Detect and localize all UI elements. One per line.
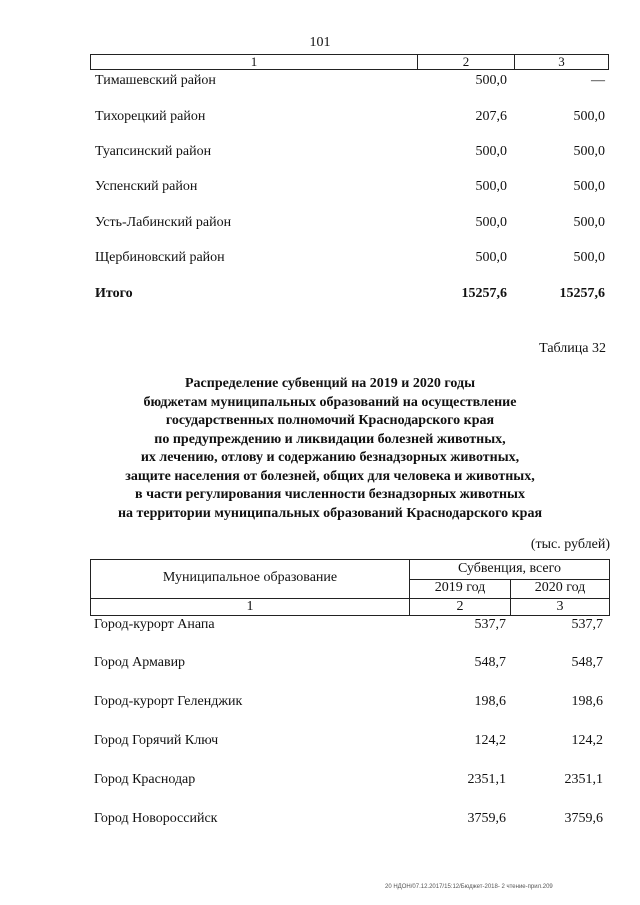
title-line: государственных полномочий Краснодарского края [165,413,495,428]
district-name: Щербиновский район [95,250,225,265]
col-municipality: Муниципальное образование [162,570,338,585]
value-2020: 3759,6 [564,811,603,826]
table-row [94,733,610,753]
table1-header-col3: 3 [558,54,565,69]
title-line: их лечению, отлову и содержанию безнадзорных животных, [140,450,520,465]
table-row [95,109,610,129]
district-name: Тихорецкий район [95,109,206,124]
value-2020: 537,7 [571,617,603,632]
num-col2: 2 [456,599,464,614]
col-subvention: Субвенция, всего [457,561,562,576]
total-label: Итого [95,286,133,301]
table-row [94,655,610,675]
table-row [94,694,610,714]
value-2019: 548,7 [474,655,506,670]
value-2020: — [591,73,605,88]
table-row [95,250,610,270]
title-line: бюджетам муниципальных образований на осуществление [143,394,517,410]
table1-header-col2: 2 [462,54,470,69]
col-2019: 2019 год [434,580,486,595]
title-line: на территории муниципальных образований Краснодарского края [117,505,543,521]
table-row [95,144,610,164]
table-row [95,179,610,199]
district-name: Тимашевский район [95,73,216,88]
table1-header-col1: 1 [250,54,258,69]
title-line: защите населения от болезней, общих для человека и животных, [125,468,535,484]
municipality-name: Город Новороссийск [94,811,218,826]
title-line: по предупреждению и ликвидации болезней животных, [154,431,506,447]
municipality-name: Город Горячий Ключ [94,733,219,748]
table-row [94,772,610,792]
value-2019: 500,0 [475,144,507,159]
total-2019: 15257,6 [461,286,507,301]
municipality-name: Город-курорт Геленджик [94,694,243,709]
table1-header [90,54,609,70]
value-2020: 198,6 [571,694,603,709]
total-2020: 15257,6 [559,286,605,301]
page-number: 101 [309,35,331,50]
units-label: (тыс. рублей) [530,537,610,552]
table2-header [90,559,610,616]
value-2020: 500,0 [573,109,605,124]
value-2020: 2351,1 [564,772,603,787]
num-col1: 1 [246,599,254,614]
table-title [80,375,580,523]
value-2019: 3759,6 [467,811,506,826]
table-row [94,811,610,831]
value-2019: 198,6 [474,694,506,709]
table-label: Таблица 32 [539,341,606,356]
col-2020: 2020 год [534,580,586,595]
value-2019: 500,0 [475,215,507,230]
district-name: Успенский район [95,179,198,194]
table-row [94,617,610,637]
title-line: Распределение субвенций на 2019 и 2020 годы [185,376,475,391]
value-2019: 500,0 [475,179,507,194]
value-2020: 500,0 [573,144,605,159]
value-2019: 500,0 [475,73,507,88]
title-line: в части регулирования численности безнадзорных животных [135,487,525,502]
value-2020: 548,7 [571,655,603,670]
municipality-name: Город Краснодар [94,772,196,787]
district-name: Усть-Лабинский район [95,215,232,230]
municipality-name: Город-курорт Анапа [94,617,215,632]
footer-note: 20 НДОН/07.12.2017/15:12/Бюджет-2018- 2 чтение-прил.209 [385,884,553,890]
value-2019: 207,6 [475,109,507,124]
district-name: Туапсинский район [95,144,212,159]
table-row [95,215,610,235]
total-row [95,286,610,306]
value-2019: 537,7 [474,617,506,632]
municipality-name: Город Армавир [94,655,186,670]
value-2019: 124,2 [474,733,506,748]
num-col3: 3 [556,599,564,614]
value-2019: 2351,1 [467,772,506,787]
value-2020: 124,2 [571,733,603,748]
value-2020: 500,0 [573,215,605,230]
value-2019: 500,0 [475,250,507,265]
table-row [95,73,610,93]
value-2020: 500,0 [573,250,605,265]
value-2020: 500,0 [573,179,605,194]
